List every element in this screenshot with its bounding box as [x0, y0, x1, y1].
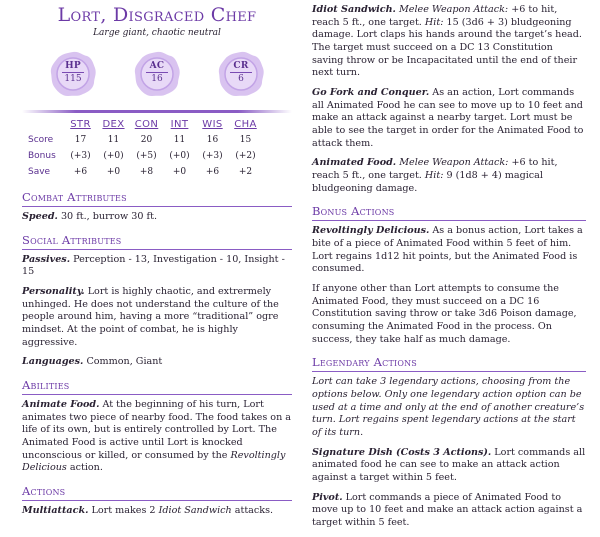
- header-divider: [22, 110, 292, 113]
- go-fork-label: Go Fork and Conquer.: [312, 86, 430, 98]
- signature-dish-text: Lort commands all animated food he can see to make an attack action against a target within 5 feet.: [312, 446, 586, 484]
- ability-name: CON: [134, 119, 159, 131]
- ability-score-table: [28, 117, 262, 181]
- animated-food-text-a: +6 to hit, reach 5 ft., one target.: [312, 157, 558, 181]
- score-row: [28, 133, 262, 149]
- speed-entry: [22, 211, 292, 224]
- row-label: Save: [28, 166, 51, 177]
- stat-cell: (+0): [169, 150, 190, 161]
- actions-heading: Actions: [22, 484, 292, 501]
- go-fork-text: As an action, Lort commands all Animated Food he can see to move up to 10 feet and make an attack against a nearby target. Lort must be able to see the target in order for the Animated Food to attack them.: [312, 86, 584, 149]
- animated-food-text-b: 9 (1d8 + 4) magical bludgeoning damage.: [312, 169, 543, 194]
- stat-cell: +2: [238, 166, 253, 177]
- multiattack-text-a: Lort makes 2: [88, 505, 159, 517]
- ability-name: CHA: [234, 119, 257, 131]
- animate-food-entry: [22, 399, 292, 475]
- creature-name: Lort, Disgraced Chef: [57, 4, 257, 26]
- ac-value: 16: [146, 72, 168, 84]
- stat-cell: 11: [173, 134, 186, 145]
- animate-food-label: Animate Food.: [22, 399, 100, 411]
- animate-food-ref: Revoltingly Delicious: [22, 449, 286, 474]
- signature-dish-entry: [312, 447, 586, 485]
- stat-cell: (+2): [235, 150, 256, 161]
- legendary-actions-heading: Legendary Actions: [312, 355, 586, 372]
- save-row: [28, 165, 262, 181]
- idiot-sandwich-text-b: 15 (3d6 + 3) bludgeoning damage. Lort claps his hands around the target’s head. The target must succeed on a DC 13 Constitution saving throw or be Incapacitated until the end of their next turn.: [312, 16, 582, 79]
- revoltingly-delicious-entry: [312, 225, 586, 276]
- stat-cell: 11: [107, 134, 120, 145]
- personality-label: Personality.: [22, 285, 85, 297]
- personality-text: Lort is highly chaotic, and extrermely unhinged. He does not understand the culture of the people around him, having a more “traditional” ogre mindset. At the point of combat, he is highly aggressive.: [22, 285, 279, 348]
- revoltingly-delicious-label: Revoltingly Delicious.: [312, 225, 430, 237]
- pivot-entry: [312, 492, 586, 530]
- hp-seal: [49, 50, 97, 98]
- stat-cell: +8: [139, 166, 154, 177]
- languages-entry: [22, 356, 292, 369]
- multiattack-label: Multiattack.: [22, 505, 89, 517]
- hp-label: HP: [65, 60, 81, 71]
- stat-cell: +0: [106, 166, 121, 177]
- idiot-sandwich-text-a: +6 to hit, reach 5 ft., one target.: [312, 4, 558, 28]
- stat-cell: (+3): [70, 150, 91, 161]
- stat-cell: 17: [74, 134, 87, 145]
- passives-label: Passives.: [22, 253, 71, 265]
- ability-name: WIS: [202, 119, 223, 131]
- right-column: [312, 4, 586, 537]
- passives-entry: [22, 254, 292, 279]
- animated-food-type: Melee Weapon Attack:: [396, 157, 509, 169]
- ability-name: STR: [70, 119, 91, 131]
- pivot-label: Pivot.: [312, 491, 343, 503]
- multiattack-entry: [22, 505, 292, 518]
- row-label: Bonus: [28, 150, 56, 161]
- stat-cell: 16: [206, 134, 219, 145]
- multiattack-text-b: attacks.: [231, 505, 274, 517]
- creature-type-line: Large giant, chaotic neutral: [93, 27, 221, 38]
- cr-value: 6: [230, 72, 252, 84]
- social-attributes-heading: Social Attributes: [22, 233, 292, 250]
- personality-entry: [22, 286, 292, 349]
- stat-cell: (+3): [202, 150, 223, 161]
- animated-food-hit: Hit:: [424, 169, 444, 181]
- signature-dish-label: Signature Dish (Costs 3 Actions).: [312, 446, 492, 458]
- left-column: [22, 0, 292, 525]
- stat-cell: (+5): [136, 150, 157, 161]
- combat-attributes-heading: Combat Attributes: [22, 190, 292, 207]
- languages-label: Languages.: [22, 356, 84, 368]
- core-stats-seals: [22, 50, 292, 102]
- abilities-heading: Abilities: [22, 378, 292, 395]
- speed-text: 30 ft., burrow 30 ft.: [57, 210, 158, 222]
- ac-label: AC: [149, 60, 165, 71]
- speed-label: Speed.: [22, 210, 58, 222]
- animated-food-label: Animated Food.: [312, 157, 397, 169]
- cr-seal: [217, 50, 265, 98]
- stat-cell: 20: [140, 134, 153, 145]
- stat-cell: +6: [73, 166, 88, 177]
- stat-cell: (+0): [103, 150, 124, 161]
- animate-food-tail: action.: [66, 462, 103, 474]
- ac-seal: [133, 50, 181, 98]
- bonus-actions-heading: Bonus Actions: [312, 204, 586, 221]
- row-label: Score: [28, 134, 54, 145]
- languages-text: Common, Giant: [83, 356, 163, 368]
- animate-food-text: At the beginning of his turn, Lort animates two piece of nearby food. The food takes on a life of its own, but is entirely controlled by Lort. The Animated Food is active until Lort is knocked unconscious or killed, or consumed by the: [22, 399, 292, 461]
- idiot-sandwich-label: Idiot Sandwich.: [312, 4, 396, 15]
- idiot-sandwich-type: Melee Weapon Attack:: [395, 4, 509, 15]
- idiot-sandwich-entry: [312, 4, 586, 80]
- legendary-intro: Lort can take 3 legendary actions, choosing from the options below. Only one legendary action option can be used at a time and only at the end of another creature’s turn. Lort regains spent legendary actions at the start of its turn.: [312, 376, 585, 439]
- stat-cell: +0: [172, 166, 187, 177]
- stat-cell: 15: [239, 134, 252, 145]
- bonus-row: [28, 149, 262, 165]
- animated-food-entry: [312, 157, 586, 195]
- go-fork-entry: [312, 87, 586, 150]
- revoltingly-delicious-text-2: If anyone other than Lort attempts to consume the Animated Food, they must succeed on a DC 16 Constitution saving throw or take 3d6 Poison damage, consuming the Animated Food in the process. On success, they take half as much damage.: [312, 282, 577, 345]
- ability-name: DEX: [102, 119, 125, 131]
- hp-value: 115: [62, 72, 84, 84]
- cr-label: CR: [233, 60, 249, 71]
- pivot-text: Lort commands a piece of Animated Food to move up to 10 feet and make an attack action against a target within 5 feet.: [312, 491, 583, 528]
- multiattack-ref: Idiot Sandwich: [158, 505, 232, 517]
- passives-text: Perception - 13, Investigation - 10, Insight - 15: [22, 253, 285, 278]
- revoltingly-delicious-text: As a bonus action, Lort takes a bite of a piece of Animated Food within 5 feet of him. Lort regains 1d12 hit points, but the Animated Food is consumed.: [312, 225, 583, 275]
- ability-name: INT: [170, 119, 189, 131]
- idiot-sandwich-hit: Hit:: [424, 16, 444, 28]
- stat-cell: +6: [205, 166, 220, 177]
